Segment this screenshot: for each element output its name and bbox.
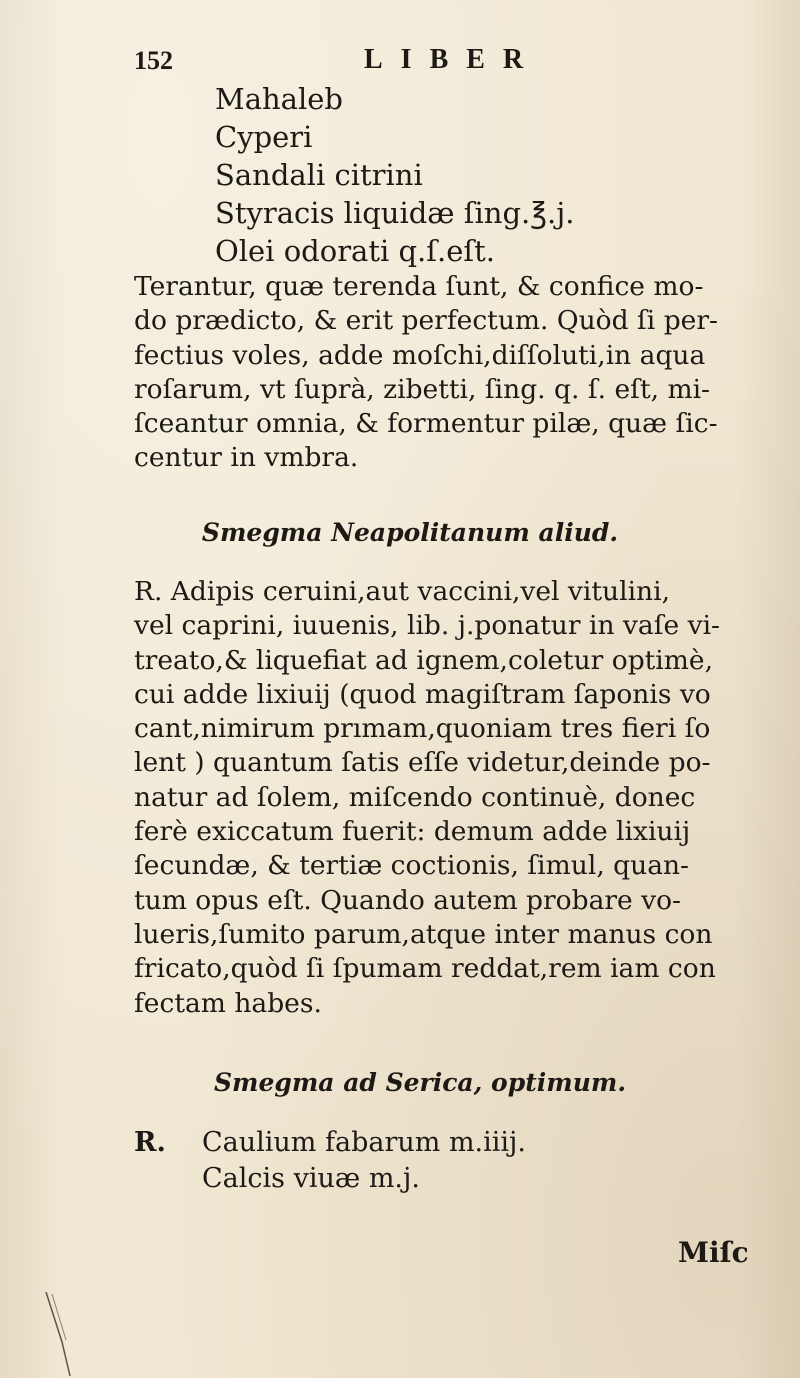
recipe-text: Calcis viuæ m.j. — [202, 1163, 420, 1194]
catchword: Miſc — [678, 1236, 749, 1269]
text-line: lent ) quantum ſatis eſſe videtur,deinde po- — [134, 747, 711, 779]
text-line: Terantur, quæ terenda ſunt, & confice mo- — [134, 271, 704, 302]
pen-stroke-mark — [40, 1290, 80, 1378]
text-line: cui adde lixiuij (quod magiſtram ſaponis vo — [134, 678, 711, 710]
paragraph-recipe — [134, 575, 721, 1021]
page-number: 152 — [134, 46, 173, 75]
recipe-text: Caulium fabarum m.iiij. — [202, 1127, 526, 1158]
ingredient-line: Mahaleb — [215, 82, 343, 116]
running-head: LIBER — [364, 44, 542, 75]
ingredient-line: Olei odorati q.ſ.eſt. — [215, 234, 495, 268]
text-line: natur ad ſolem, miſcendo continuè, donec — [134, 781, 696, 813]
section-heading: Smegma ad Serica, optimum. — [213, 1068, 627, 1097]
text-line: ſceantur omnia, & formentur pilæ, quæ ſic- — [134, 408, 718, 440]
recipe-line — [134, 1161, 526, 1197]
ingredient-line: Cyperi — [215, 120, 313, 154]
recipe-list — [134, 1125, 526, 1197]
text-line: lueris,ſumito parum,atque inter manus con — [134, 918, 713, 950]
recipe-line — [134, 1125, 526, 1161]
recipe-mark — [134, 1161, 202, 1197]
text-line: do prædicto, & erit perfectum. Quòd ſi per- — [134, 305, 718, 337]
section-heading: Smegma Neapolitanum aliud. — [201, 518, 619, 547]
text-line: fectius voles, adde moſchi,diſſoluti,in aqua — [134, 339, 706, 371]
recipe-mark: R. — [134, 1127, 166, 1158]
text-line: ferè exiccatum fuerit: demum adde lixiuij — [134, 816, 691, 848]
text-line: centur in vmbra. — [134, 442, 359, 474]
paragraph-instructions — [134, 270, 718, 476]
text-line: fricato,quòd ſi ſpumam reddat,rem iam con — [134, 953, 716, 985]
text-line: ſecundæ, & tertiæ coctionis, ſimul, quan- — [134, 850, 690, 882]
text-line: roſarum, vt ſuprà, zibetti, ſing. q. ſ. eſt, mi- — [134, 373, 711, 405]
page-header — [134, 44, 674, 84]
text-line: cant,nimirum prımam,quoniam tres fieri ſo — [134, 713, 711, 745]
ingredient-line: Sandali citrini — [215, 158, 423, 192]
ingredient-line: Styracis liquidæ ſing.℥.j. — [215, 196, 575, 230]
text-line: fectam habes. — [134, 987, 322, 1019]
text-line: treato,& liquefiat ad ignem,coletur optimè, — [134, 644, 714, 676]
ingredient-list — [215, 80, 574, 270]
text-line: vel caprini, iuuenis, lib. j.ponatur in vaſe vi- — [134, 610, 721, 642]
text-line: R. Adipis ceruini,aut vaccini,vel vitulini, — [134, 576, 671, 607]
text-line: tum opus eſt. Quando autem probare vo- — [134, 884, 682, 916]
